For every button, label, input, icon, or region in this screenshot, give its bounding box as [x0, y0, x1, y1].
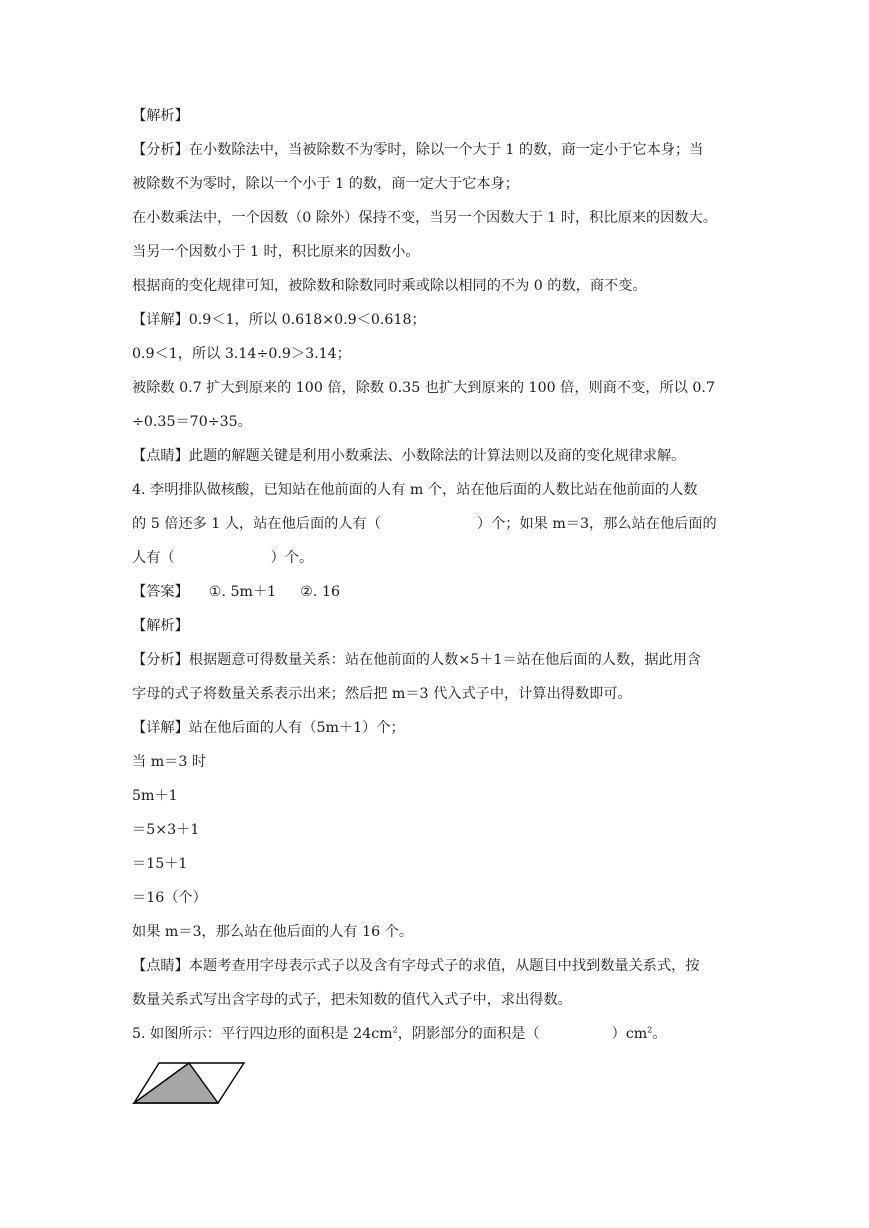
q4-stem-line-2 [132, 514, 742, 534]
analysis-line-1: 【分析】在小数除法中，当被除数不为零时，除以一个大于 1 的数，商一定小于它本身；当 [132, 142, 704, 158]
analysis-line-3: 在小数乘法中，一个因数（0 除外）保持不变，当另一个因数大于 1 时，积比原来的因数大。 [132, 210, 717, 226]
q4-answer-line [132, 582, 742, 602]
detail-line-3: 被除数 0.7 扩大到原来的 100 倍，除数 0.35 也扩大到原来的 100 倍，则商不变，所以 0.7 [132, 380, 715, 396]
q4-remark-line-1: 【点睛】本题考查用字母表示式子以及含有字母式子的求值，从题目中找到数量关系式，按 [132, 958, 700, 974]
q4-analysis-line-1: 【分析】根据题意可得数量关系：站在他前面的人数×5＋1＝站在他后面的人数，据此用含 [132, 652, 702, 668]
answer-label: 【答案】 [132, 584, 189, 600]
q4-step-1: 当 m＝3 时 [132, 754, 207, 770]
q4-conclusion: 如果 m＝3，那么站在他后面的人有 16 个。 [132, 924, 414, 940]
q4-detail-line-1: 【详解】站在他后面的人有（5m＋1）个； [132, 720, 405, 736]
q5-stem-c: ）cm [611, 1026, 648, 1042]
q5-stem-a: 5. 如图所示：平行四边形的面积是 24cm [132, 1026, 393, 1042]
q4-step-4: ＝15＋1 [132, 856, 188, 872]
remark-line: 【点睛】此题的解题关键是利用小数乘法、小数除法的计算法则以及商的变化规律求解。 [132, 448, 686, 464]
analysis-line-2: 被除数不为零时，除以一个小于 1 的数，商一定大于它本身； [132, 176, 519, 192]
section-jiexi: 【解析】 [132, 108, 189, 124]
q4-stem-3a: 人有（ [132, 550, 175, 566]
answer-1: ①. 5m＋1 [208, 584, 277, 600]
q5-stem-b: ，阴影部分的面积是（ [397, 1026, 540, 1042]
q4-stem-2b: ）个；如果 m＝3，那么站在他后面的 [476, 516, 717, 532]
answer-2: ②. 16 [300, 584, 340, 600]
q4-stem-line-3 [132, 548, 742, 568]
q5-stem-line [132, 1024, 742, 1044]
q4-analysis-line-2: 字母的式子将数量关系表示出来；然后把 m＝3 代入式子中，计算出得数即可。 [132, 686, 632, 702]
document-page [132, 106, 742, 1058]
parallelogram-figure [132, 1060, 248, 1106]
detail-line-1: 【详解】0.9＜1，所以 0.618×0.9＜0.618； [132, 312, 426, 328]
q4-step-2: 5m＋1 [132, 788, 178, 804]
analysis-line-5: 根据商的变化规律可知，被除数和除数同时乘或除以相同的不为 0 的数，商不变。 [132, 278, 647, 294]
q5-sup-2: 2 [647, 1025, 653, 1035]
q4-section-jiexi: 【解析】 [132, 618, 189, 634]
q4-step-3: ＝5×3＋1 [132, 822, 200, 838]
q4-stem-line-1: 4. 李明排队做核酸，已知站在他前面的人有 m 个，站在他后面的人数比站在他前面的人数 [132, 482, 698, 498]
q4-stem-3b: ）个。 [270, 550, 314, 566]
q4-remark-line-2: 数量关系式写出含字母的式子，把未知数的值代入式子中，求出得数。 [132, 992, 572, 1008]
q5-sup-1: 2 [392, 1025, 398, 1035]
detail-line-2: 0.9＜1，所以 3.14÷0.9＞3.14； [132, 346, 351, 362]
analysis-line-4: 当另一个因数小于 1 时，积比原来的因数小。 [132, 244, 420, 260]
detail-line-4: ÷0.35＝70÷35。 [132, 414, 252, 430]
q4-stem-2a: 的 5 倍还多 1 人，站在他后面的人有（ [132, 516, 381, 532]
q5-stem-d: 。 [652, 1026, 667, 1042]
q4-step-5: ＝16（个） [132, 890, 207, 906]
